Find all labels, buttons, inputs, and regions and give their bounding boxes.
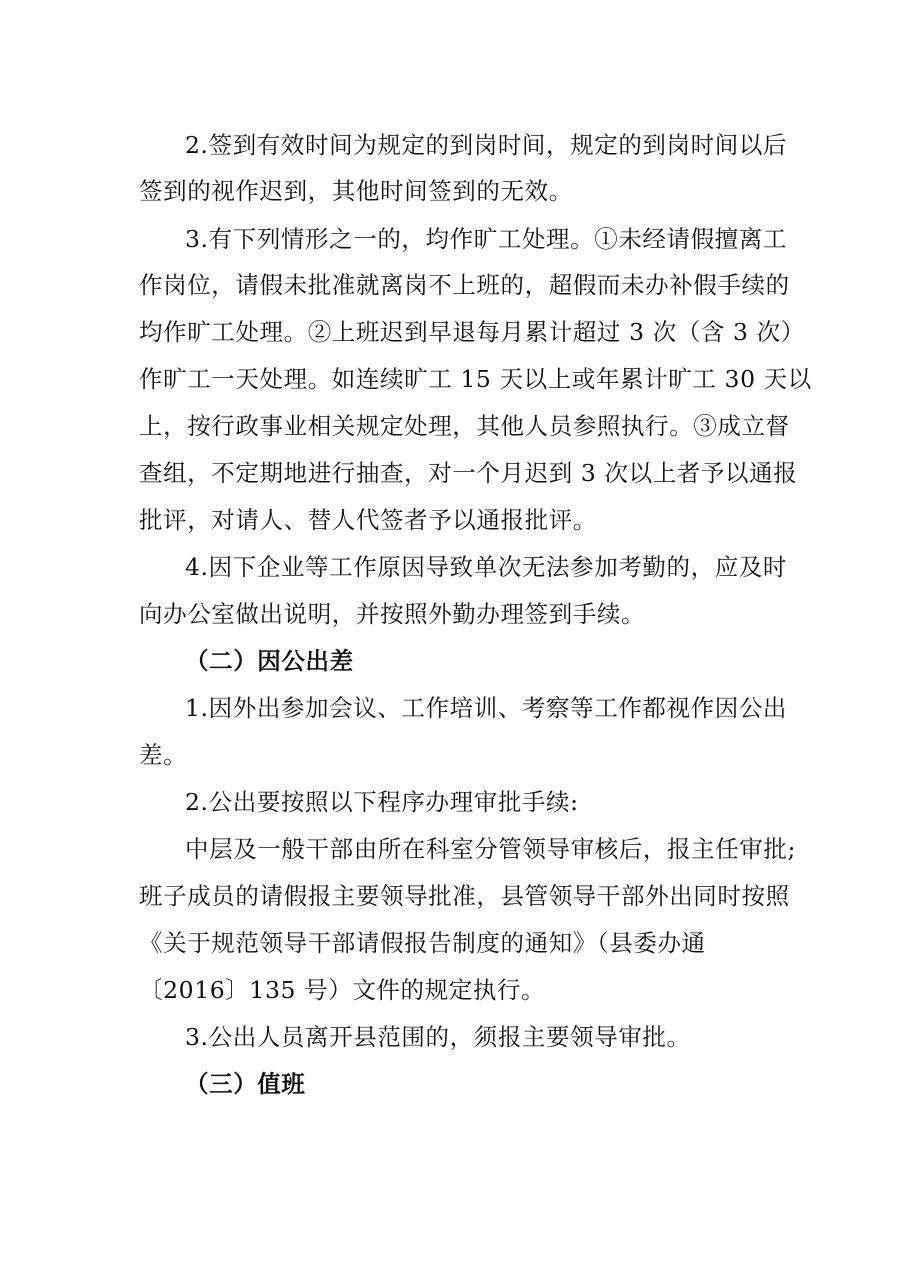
paragraph-line: 班子成员的请假报主要领导批准，县管领导干部外出同时按照	[139, 882, 790, 910]
paragraph-line: 查组，不定期地进行抽查，对一个月迟到 3 次以上者予以通报	[139, 459, 798, 487]
paragraph-line: 均作旷工处理。②上班迟到早退每月累计超过 3 次（含 3 次）	[139, 318, 805, 346]
paragraph-line: 中层及一般干部由所在科室分管领导审核后，报主任审批;	[185, 835, 797, 863]
paragraph-line: 1.因外出参加会议、工作培训、考察等工作都视作因公出	[185, 694, 788, 722]
paragraph-line: 2.签到有效时间为规定的到岗时间，规定的到岗时间以后	[185, 131, 788, 159]
paragraph-line: 〔2016〕135 号）文件的规定执行。	[139, 976, 546, 1004]
paragraph-line: 《关于规范领导干部请假报告制度的通知》（县委办通	[139, 929, 706, 957]
section-heading: （三）值班	[185, 1070, 306, 1098]
paragraph-line: 4.因下企业等工作原因导致单次无法参加考勤的，应及时	[185, 553, 788, 581]
section-heading: （二）因公出差	[185, 647, 354, 675]
paragraph-line: 作岗位，请假未批准就离岗不上班的，超假而未办补假手续的	[139, 271, 790, 299]
paragraph-line: 批评，对请人、替人代签者予以通报批评。	[139, 506, 597, 534]
paragraph-line: 向办公室做出说明，并按照外勤办理签到手续。	[139, 600, 646, 628]
paragraph-line: 上，按行政事业相关规定处理，其他人员参照执行。③成立督	[139, 412, 790, 440]
paragraph-line: 3.公出人员离开县范围的，须报主要领导审批。	[185, 1023, 691, 1051]
paragraph-line: 作旷工一天处理。如连续旷工 15 天以上或年累计旷工 30 天以	[139, 365, 812, 393]
paragraph-line: 签到的视作迟到，其他时间签到的无效。	[139, 177, 573, 205]
paragraph-line: 3.有下列情形之一的，均作旷工处理。①未经请假擅离工	[185, 225, 788, 253]
paragraph-line: 差。	[139, 741, 188, 769]
paragraph-line: 2.公出要按照以下程序办理审批手续:	[185, 788, 579, 816]
